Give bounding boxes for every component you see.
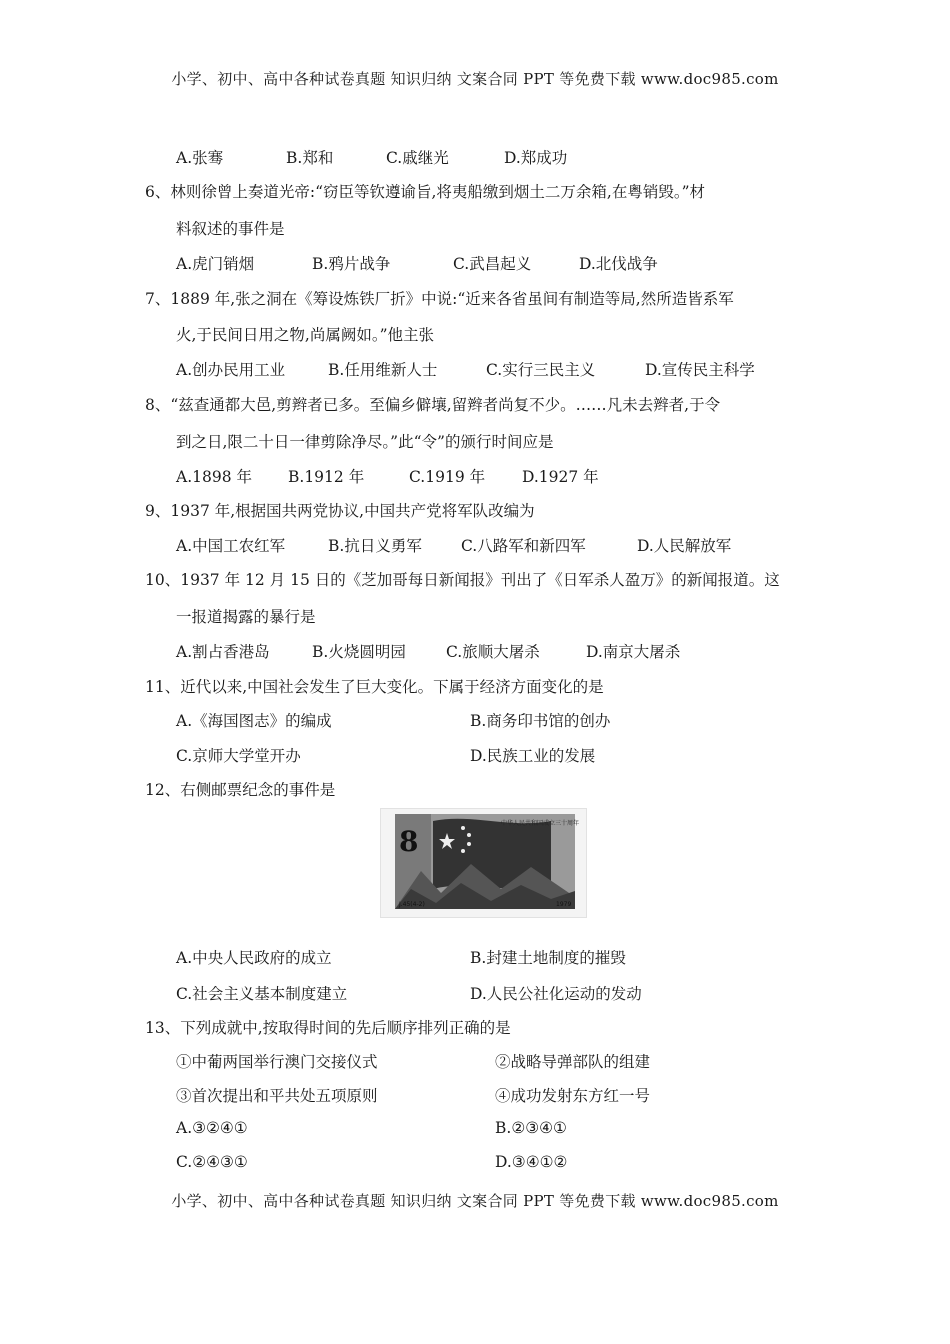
q13-option-d[interactable]: D.③④①② <box>495 1153 568 1171</box>
q11-option-b[interactable]: B.商务印书馆的创办 <box>470 712 611 730</box>
q13-item-3: ③首次提出和平共处五项原则 <box>176 1087 378 1105</box>
q10-stem-line2: 一报道揭露的暴行是 <box>176 608 316 626</box>
q13-item-4: ④成功发射东方红一号 <box>495 1087 651 1105</box>
page-footer: 小学、初中、高中各种试卷真题 知识归纳 文案合同 PPT 等免费下载 www.doc985.com <box>171 1192 779 1210</box>
q7-option-a[interactable]: A.创办民用工业 <box>176 361 286 379</box>
q8-stem-line1: 8、“兹查通都大邑,剪辫者已多。至偏乡僻壤,留辫者尚复不少。……凡未去辫者,于令 <box>145 396 721 414</box>
q7-option-d[interactable]: D.宣传民主科学 <box>645 361 755 379</box>
q8-option-a[interactable]: A.1898 年 <box>176 468 252 486</box>
q6-option-d[interactable]: D.北伐战争 <box>579 255 658 273</box>
q8-option-b[interactable]: B.1912 年 <box>288 468 365 486</box>
q10-option-a[interactable]: A.割占香港岛 <box>176 643 270 661</box>
q10-option-b[interactable]: B.火烧圆明园 <box>312 643 406 661</box>
q13-item-2: ②战略导弹部队的组建 <box>495 1053 651 1071</box>
stamp-denomination: 8 <box>399 825 419 858</box>
q13-option-c[interactable]: C.②④③① <box>176 1153 248 1171</box>
q10-stem-line1: 10、1937 年 12 月 15 日的《芝加哥每日新闻报》刊出了《日军杀人盈万》的新闻报道。这 <box>145 571 780 589</box>
q7-option-b[interactable]: B.任用维新人士 <box>328 361 438 379</box>
q9-option-d[interactable]: D.人民解放军 <box>637 537 732 555</box>
q12-option-a[interactable]: A.中央人民政府的成立 <box>176 949 332 967</box>
q5-option-b[interactable]: B.郑和 <box>286 149 334 167</box>
q5-option-d[interactable]: D.郑成功 <box>504 149 568 167</box>
stamp-caption: 中华人民共和国成立三十周年 <box>501 820 580 827</box>
q11-option-d[interactable]: D.民族工业的发展 <box>470 747 596 765</box>
q11-stem-line1: 11、近代以来,中国社会发生了巨大变化。下属于经济方面变化的是 <box>145 678 604 696</box>
q7-stem-line2: 火,于民间日用之物,尚属阙如。”他主张 <box>176 326 435 344</box>
q12-option-d[interactable]: D.人民公社化运动的发动 <box>470 985 642 1003</box>
q13-option-b[interactable]: B.②③④① <box>495 1119 567 1137</box>
q12-option-b[interactable]: B.封建土地制度的摧毁 <box>470 949 626 967</box>
q9-option-c[interactable]: C.八路军和新四军 <box>461 537 586 555</box>
q7-stem-line1: 7、1889 年,张之洞在《筹设炼铁厂折》中说:“近来各省虽间有制造等局,然所造皆系军 <box>145 290 734 308</box>
q7-option-c[interactable]: C.实行三民主义 <box>486 361 596 379</box>
q8-option-c[interactable]: C.1919 年 <box>409 468 486 486</box>
q8-option-d[interactable]: D.1927 年 <box>522 468 599 486</box>
q6-stem-line1: 6、林则徐曾上奏道光帝:“窃臣等钦遵谕旨,将夷船缴到烟土二万余箱,在粤销毁。”材 <box>145 183 706 201</box>
q12-stem-line1: 12、右侧邮票纪念的事件是 <box>145 781 336 799</box>
q13-option-a[interactable]: A.③②④① <box>176 1119 248 1137</box>
q6-option-a[interactable]: A.虎门销烟 <box>176 255 255 273</box>
page-header: 小学、初中、高中各种试卷真题 知识归纳 文案合同 PPT 等免费下载 www.doc985.com <box>171 70 779 88</box>
q12-option-c[interactable]: C.社会主义基本制度建立 <box>176 985 348 1003</box>
q5-option-a[interactable]: A.张骞 <box>176 149 224 167</box>
q6-stem-line2: 料叙述的事件是 <box>176 220 285 238</box>
commemorative-stamp-image <box>380 808 587 918</box>
q5-option-c[interactable]: C.戚继光 <box>386 149 449 167</box>
q8-stem-line2: 到之日,限二十日一律剪除净尽。”此“令”的颁行时间应是 <box>176 433 554 451</box>
q6-option-b[interactable]: B.鸦片战争 <box>312 255 391 273</box>
q13-stem-line1: 13、下列成就中,按取得时间的先后顺序排列正确的是 <box>145 1019 511 1037</box>
q9-option-b[interactable]: B.抗日义勇军 <box>328 537 422 555</box>
q13-item-1: ①中葡两国举行澳门交接仪式 <box>176 1053 378 1071</box>
q9-option-a[interactable]: A.中国工农红军 <box>176 537 286 555</box>
q10-option-d[interactable]: D.南京大屠杀 <box>586 643 681 661</box>
q10-option-c[interactable]: C.旅顺大屠杀 <box>446 643 540 661</box>
stamp-code: J.45(4-2) <box>399 901 425 908</box>
q11-option-c[interactable]: C.京师大学堂开办 <box>176 747 301 765</box>
q6-option-c[interactable]: C.武昌起义 <box>453 255 532 273</box>
q11-option-a[interactable]: A.《海国图志》的编成 <box>176 712 332 730</box>
q9-stem-line1: 9、1937 年,根据国共两党协议,中国共产党将军队改编为 <box>145 502 535 520</box>
stamp-year: 1979 <box>556 901 572 908</box>
